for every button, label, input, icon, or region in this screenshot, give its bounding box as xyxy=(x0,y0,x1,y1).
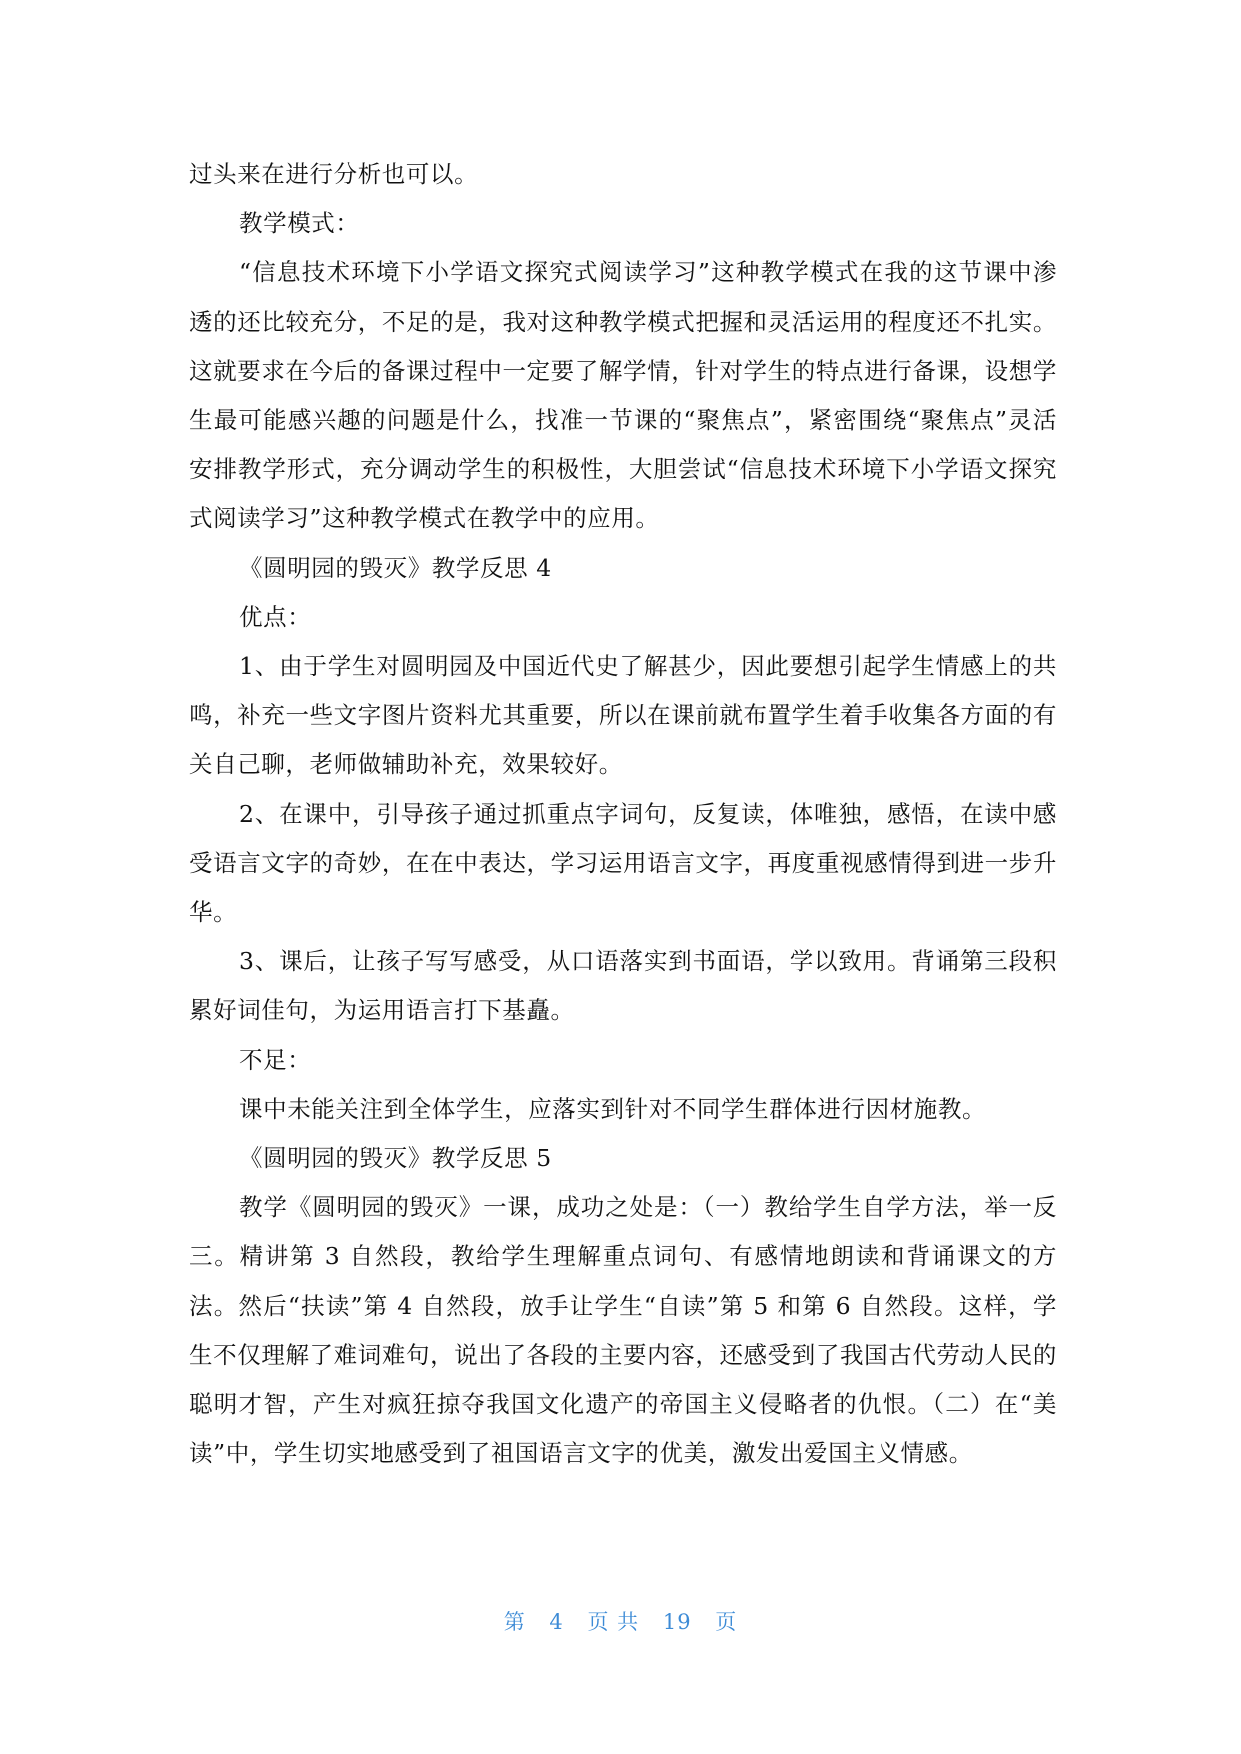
paragraph-teaching-mode: “信息技术环境下小学语文探究式阅读学习”这种教学模式在我的这节课中渗透的还比较充分，不足的是，我对这种教学模式把握和灵活运用的程度还不扎实。这就要求在今后的备课过程中一定要了解学情，针对学生的特点进行备课，设想学生最可能感兴趣的问题是什么，找准一节课的“聚焦点”，紧密围绕“聚焦点”灵活安排教学形式，充分调动学生的积极性，大胆尝试“信息技术环境下小学语文探究式阅读学习”这种教学模式在教学中的应用。 xyxy=(189,258,1057,533)
paragraph-shortcomings: 课中未能关注到全体学生，应落实到针对不同学生群体进行因材施教。 xyxy=(239,1094,987,1123)
paragraph-heading-teaching-mode: 教学模式： xyxy=(239,209,360,238)
paragraph-heading-shortcomings: 不足： xyxy=(239,1045,312,1074)
footer-prefix: 第 xyxy=(503,1610,526,1634)
paragraph-advantage-3: 3、课后，让孩子写写感受，从口语落实到书面语，学以致用。背诵第三段积累好词佳句，为运用语言打下基矗。 xyxy=(189,947,1057,1025)
paragraph-reflection-5: 教学《圆明园的毁灭》一课，成功之处是：（一）教给学生自学方法，举一反三。精讲第 3 自然段，教给学生理解重点词句、有感情地朗读和背诵课文的方法。然后“扶读”第 4 自然段，放手让学生“自读”第 5 和第 6 自然段。这样，学生不仅理解了难词难句，说出了各段的主要内容，还感受到了我国古代劳动人民的聪明才智，产生对疯狂掠夺我国文化遗产的帝国主义侵略者的仇恨。（二）在“美读”中，学生切实地感受到了祖国语言文字的优美，激发出爱国主义情感。 xyxy=(189,1193,1057,1468)
footer-current-page: 4 xyxy=(549,1610,564,1634)
paragraph-continuation: 过头来在进行分析也可以。 xyxy=(189,160,479,188)
footer-suffix: 页 xyxy=(715,1610,738,1634)
paragraph-heading-advantages: 优点： xyxy=(239,602,312,631)
paragraph-advantage-1: 1、由于学生对圆明园及中国近代史了解甚少，因此要想引起学生情感上的共鸣，补充一些文字图片资料尤其重要，所以在课前就布置学生着手收集各方面的有关自己聊，老师做辅助补充，效果较好。 xyxy=(189,652,1057,779)
section-title-reflection-5: 《圆明园的毁灭》教学反思 5 xyxy=(239,1144,552,1173)
document-body xyxy=(189,150,1057,1478)
section-title-reflection-4: 《圆明园的毁灭》教学反思 4 xyxy=(239,553,552,582)
footer-middle: 页 共 xyxy=(587,1610,640,1634)
footer-total-pages: 19 xyxy=(662,1610,692,1634)
page-footer xyxy=(0,1606,1241,1636)
paragraph-advantage-2: 2、在课中，引导孩子通过抓重点字词句，反复读，体唯独，感悟，在读中感受语言文字的奇妙，在在中表达，学习运用语言文字，再度重视感情得到进一步升华。 xyxy=(189,799,1057,927)
